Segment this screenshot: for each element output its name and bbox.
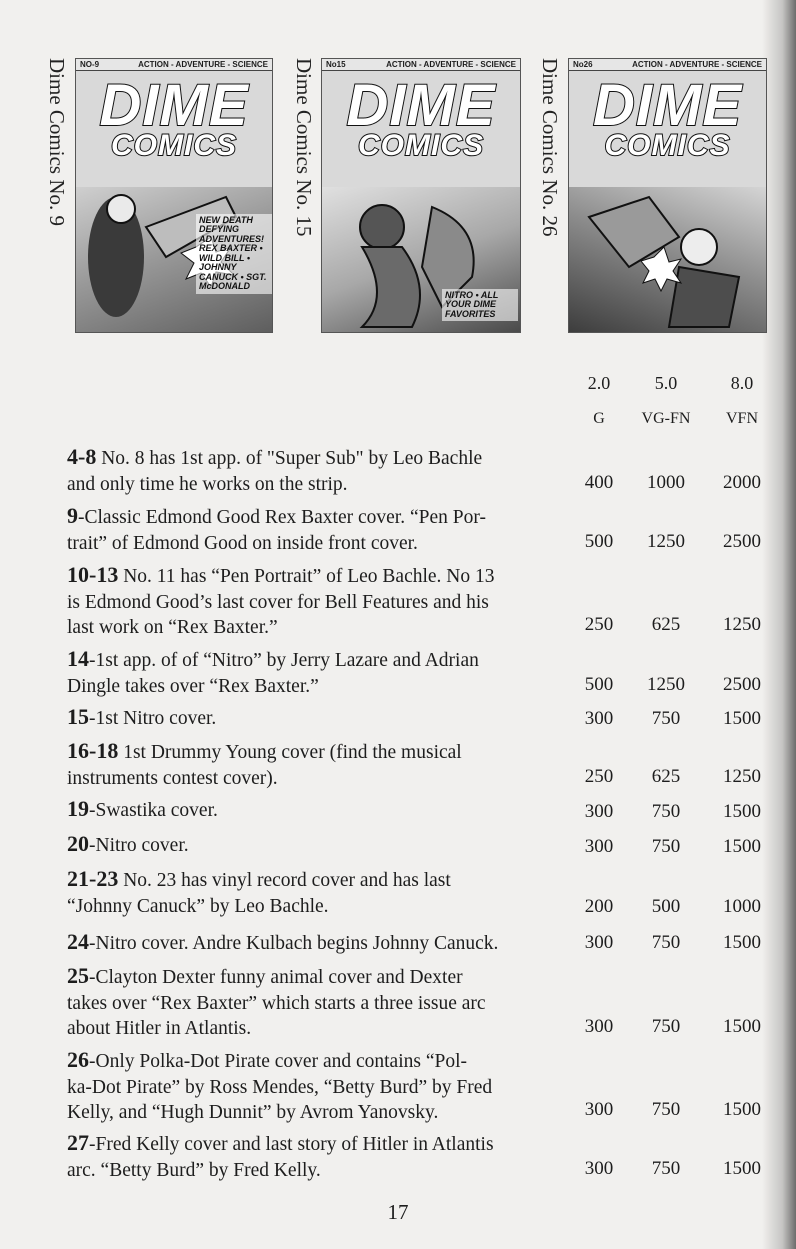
cover-logo-bottom: COMICS: [111, 129, 237, 162]
entry-description-line: -Clayton Dexter funny animal cover and Dexter: [89, 967, 463, 988]
grade-value-vfn: 8.0: [730, 373, 754, 393]
cover-label-3: Dime Comics No. 26: [538, 58, 562, 237]
price-vgfn: 750: [651, 1158, 681, 1179]
price-g: 300: [584, 708, 614, 729]
price-vfn: 1500: [723, 932, 761, 953]
price-vgfn: 1000: [647, 472, 685, 493]
issue-number: 24: [67, 929, 89, 954]
entry-description-line: and only time he works on the strip.: [67, 473, 348, 495]
grade-value-vgfn: 5.0: [654, 373, 678, 393]
issue-number: 9: [67, 503, 78, 528]
entry-description-line: ka-Dot Pirate” by Ross Mendes, “Betty Burd” by Fred: [67, 1076, 493, 1098]
entry-description-line: takes over “Rex Baxter” which starts a three issue arc: [67, 992, 486, 1014]
price-vfn: 1250: [723, 766, 761, 787]
price-g: 500: [584, 674, 614, 695]
price-vfn: 2500: [723, 531, 761, 552]
cover-logo-bottom: COMICS: [358, 129, 484, 162]
price-vgfn: 750: [651, 1099, 681, 1120]
cover-banner-text: ACTION - ADVENTURE - SCIENCE: [386, 60, 516, 69]
entry-description-line: “Johnny Canuck” by Leo Bachle.: [67, 895, 329, 917]
price-g: 200: [584, 896, 614, 917]
issue-number: 21-23: [67, 866, 119, 891]
price-vfn: 1000: [723, 896, 761, 917]
price-vgfn: 1250: [647, 531, 685, 552]
issue-number: 10-13: [67, 562, 119, 587]
cover-logo-bottom: COMICS: [604, 129, 731, 162]
price-entry: [67, 831, 542, 859]
cover-logo: [569, 73, 766, 162]
issue-number: 16-18: [67, 738, 119, 763]
cover-logo: [76, 73, 272, 162]
entry-description-line: No. 11 has “Pen Portrait” of Leo Bachle. No 13: [118, 566, 495, 587]
price-vfn: 1500: [723, 1158, 761, 1179]
price-vgfn: 750: [651, 836, 681, 857]
entry-description-line: -Fred Kelly cover and last story of Hitler in Atlantis: [89, 1134, 494, 1155]
cover-logo: [322, 73, 520, 162]
price-vgfn: 750: [651, 932, 681, 953]
price-entry: [67, 866, 542, 919]
cover-issue-number: No15: [326, 60, 346, 69]
entry-description-line: -1st Nitro cover.: [89, 708, 217, 729]
cover-banner-text: ACTION - ADVENTURE - SCIENCE: [632, 60, 762, 69]
entry-description-line: -Only Polka-Dot Pirate cover and contains “Pol-: [89, 1051, 467, 1072]
grade-value-g: 2.0: [587, 373, 611, 393]
issue-number: 25: [67, 963, 89, 988]
issue-number: 4-8: [67, 444, 97, 469]
entry-description-line: -Classic Edmond Good Rex Baxter cover. “Pen Por-: [78, 507, 486, 528]
entry-description-line: -Swastika cover.: [89, 800, 218, 821]
price-entry: [67, 704, 542, 732]
cover-tagline: NEW DEATH DEFYING ADVENTURES! REX BAXTER • WILD BILL • JOHNNY CANUCK • SGT. McDONALD: [196, 214, 273, 294]
price-vfn: 1500: [723, 1016, 761, 1037]
issue-number: 26: [67, 1047, 89, 1072]
cover-banner-text: ACTION - ADVENTURE - SCIENCE: [138, 60, 268, 69]
entry-description-line: -Nitro cover.: [89, 835, 189, 856]
price-entry: [67, 796, 542, 824]
price-g: 500: [584, 531, 614, 552]
cover-logo-top: DIME: [346, 73, 496, 138]
price-entry: [67, 1130, 542, 1183]
price-entry: [67, 738, 542, 791]
price-vfn: 1500: [723, 708, 761, 729]
price-vfn: 1500: [723, 1099, 761, 1120]
cover-image-dime-comics-26: [568, 58, 767, 333]
price-vgfn: 625: [651, 614, 681, 635]
cover-tagline: NITRO • ALL YOUR DIME FAVORITES: [442, 289, 518, 321]
price-g: 250: [584, 766, 614, 787]
entry-description-line: No. 23 has vinyl record cover and has last: [118, 870, 451, 891]
issue-number: 14: [67, 646, 89, 671]
entry-description-line: last work on “Rex Baxter.”: [67, 617, 278, 638]
cover-issue-number: NO-9: [80, 60, 100, 69]
entry-description-line: -1st app. of of “Nitro” by Jerry Lazare and Adrian: [89, 650, 479, 671]
grade-label-g: G: [593, 410, 605, 427]
price-vgfn: 750: [651, 801, 681, 822]
cover-banner: [569, 59, 766, 71]
issue-number: 20: [67, 831, 89, 856]
price-g: 300: [584, 932, 614, 953]
price-entry: [67, 929, 542, 957]
price-vfn: 2500: [723, 674, 761, 695]
entry-description-line: Dingle takes over “Rex Baxter.”: [67, 675, 319, 697]
price-entry: [67, 963, 542, 1042]
entry-description-line: 1st Drummy Young cover (find the musical: [118, 742, 462, 763]
price-g: 300: [584, 801, 614, 822]
cover-figures: [569, 187, 767, 333]
cover-image-dime-comics-9: [75, 58, 273, 333]
price-vgfn: 750: [651, 708, 681, 729]
entry-description-line: about Hitler in Atlantis.: [67, 1018, 252, 1039]
cover-banner: [76, 59, 272, 71]
price-vfn: 2000: [723, 472, 761, 493]
page-number: 17: [387, 1200, 409, 1224]
cover-logo-top: DIME: [99, 73, 249, 138]
cover-label-2: Dime Comics No. 15: [292, 58, 316, 237]
price-vfn: 1500: [723, 836, 761, 857]
price-vgfn: 500: [651, 896, 681, 917]
cover-image-dime-comics-15: [321, 58, 521, 333]
price-g: 300: [584, 1158, 614, 1179]
price-g: 250: [584, 614, 614, 635]
entry-description-line: -Nitro cover. Andre Kulbach begins Johnny Canuck.: [89, 933, 499, 954]
price-vgfn: 750: [651, 1016, 681, 1037]
price-g: 300: [584, 836, 614, 857]
entry-description-line: No. 8 has 1st app. of "Super Sub" by Leo Bachle: [96, 448, 483, 469]
price-vfn: 1250: [723, 614, 761, 635]
cover-banner: [322, 59, 520, 71]
issue-number: 15: [67, 704, 89, 729]
price-vfn: 1500: [723, 801, 761, 822]
price-entry: [67, 646, 542, 699]
price-g: 300: [584, 1099, 614, 1120]
cover-label-1: Dime Comics No. 9: [45, 58, 69, 226]
price-entry: [67, 444, 542, 497]
cover-issue-number: No26: [573, 60, 593, 69]
price-entry: [67, 503, 542, 556]
entry-description-line: arc. “Betty Burd” by Fred Kelly.: [67, 1159, 321, 1181]
price-g: 400: [584, 472, 614, 493]
grade-label-vgfn: VG-FN: [641, 410, 691, 427]
price-entry: [67, 562, 542, 641]
entry-description-line: instruments contest cover).: [67, 767, 278, 789]
grade-label-vfn: VFN: [725, 410, 758, 427]
issue-number: 19: [67, 796, 89, 821]
entry-description-line: is Edmond Good’s last cover for Bell Features and his: [67, 591, 489, 613]
entry-description-line: Kelly, and “Hugh Dunnit” by Avrom Yanovsky.: [67, 1102, 439, 1123]
price-entry: [67, 1047, 542, 1126]
price-g: 300: [584, 1016, 614, 1037]
issue-number: 27: [67, 1130, 89, 1155]
price-vgfn: 625: [651, 766, 681, 787]
price-vgfn: 1250: [647, 674, 685, 695]
cover-logo-top: DIME: [593, 73, 742, 138]
entry-description-line: trait” of Edmond Good on inside front cover.: [67, 532, 418, 554]
